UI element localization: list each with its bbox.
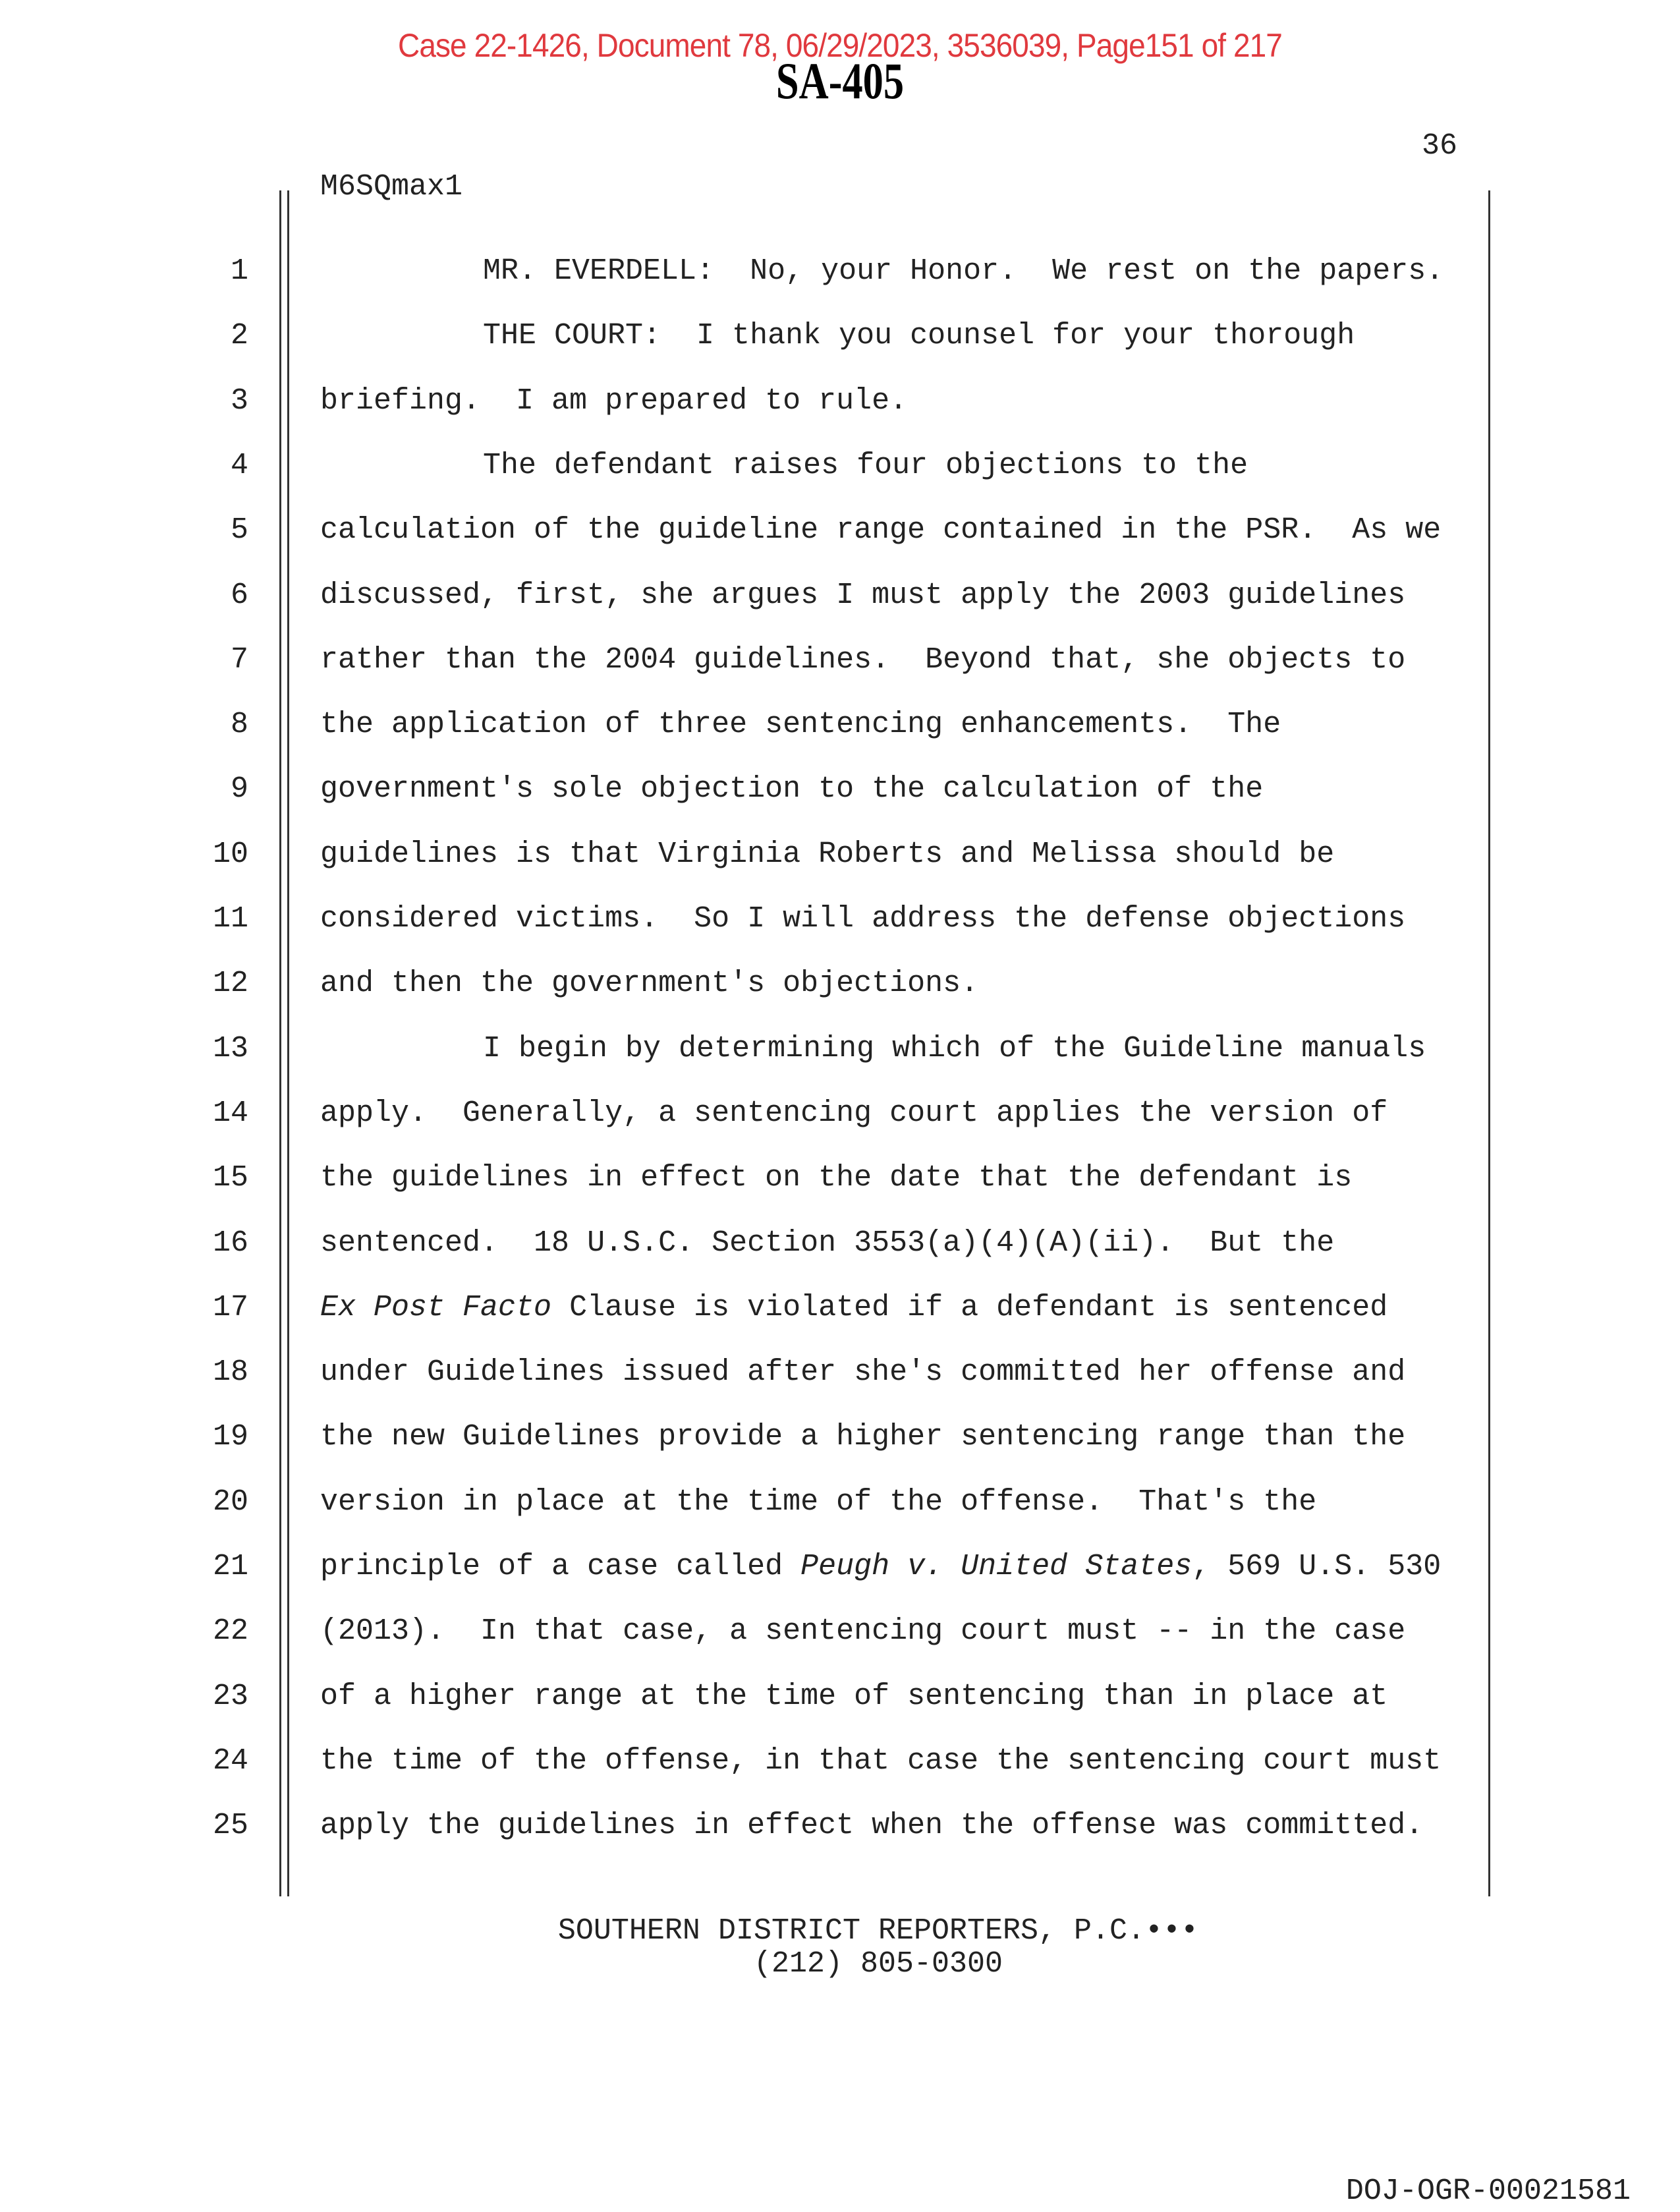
line-number: 7 xyxy=(230,642,248,677)
line-text: the time of the offense, in that case the sentencing court must xyxy=(320,1744,1442,1778)
line-number: 20 xyxy=(212,1485,248,1519)
italic-citation: Ex Post Facto xyxy=(320,1290,552,1324)
line-text: version in place at the time of the offense. That's the xyxy=(320,1485,1317,1519)
line-text: discussed, first, she argues I must apply the 2003 guidelines xyxy=(320,578,1406,612)
line-text: guidelines is that Virginia Roberts and Melissa should be xyxy=(320,837,1335,871)
line-number: 22 xyxy=(212,1614,248,1649)
line-number: 2 xyxy=(230,319,248,353)
transcript-line xyxy=(320,1291,1387,1324)
line-text: calculation of the guideline range contained in the PSR. As we xyxy=(320,513,1442,548)
line-text: rather than the 2004 guidelines. Beyond that, she objects to xyxy=(320,642,1406,677)
line-number: 24 xyxy=(212,1744,248,1778)
transcript-line xyxy=(320,513,1441,547)
transcript-line xyxy=(320,837,1334,871)
line-number: 13 xyxy=(212,1031,248,1065)
line-number: 18 xyxy=(212,1355,248,1390)
line-text: , 569 U.S. 530 xyxy=(1192,1550,1442,1583)
transcript-line xyxy=(320,1680,1387,1713)
line-text: THE COURT: I thank you counsel for your thorough xyxy=(483,319,1355,353)
page-number: 36 xyxy=(1421,129,1457,163)
transcript-line xyxy=(320,643,1405,677)
transcript-line xyxy=(320,1550,1441,1583)
case-stamp: Case 22-1426, Document 78, 06/29/2023, 3536039, Page151 of 217 xyxy=(398,27,1282,64)
bates-number: DOJ-OGR-00021581 xyxy=(1345,2174,1631,2208)
transcript-line xyxy=(320,1096,1387,1130)
line-number: 5 xyxy=(230,513,248,548)
line-text: government's sole objection to the calculation of the xyxy=(320,772,1264,807)
transcript-line xyxy=(320,1420,1405,1454)
line-text: the application of three sentencing enhancements. The xyxy=(320,708,1281,742)
transcript-line xyxy=(320,1744,1441,1778)
transcript-line xyxy=(483,319,1355,353)
line-number: 16 xyxy=(212,1226,248,1260)
line-number: 9 xyxy=(230,772,248,807)
line-number: 6 xyxy=(230,578,248,612)
transcript-line xyxy=(483,449,1248,482)
italic-citation: Peugh v. United States xyxy=(800,1550,1192,1583)
line-text: sentenced. 18 U.S.C. Section 3553(a)(4)(A)(ii). But the xyxy=(320,1226,1335,1260)
transcript-line xyxy=(320,1161,1352,1195)
transcript-line xyxy=(483,254,1443,288)
sa-number: SA-405 xyxy=(775,52,905,109)
line-number: 10 xyxy=(212,837,248,871)
line-text: apply. Generally, a sentencing court applies the version of xyxy=(320,1096,1388,1130)
line-number: 19 xyxy=(212,1420,248,1454)
line-text: the new Guidelines provide a higher sentencing range than the xyxy=(320,1420,1406,1454)
line-number: 4 xyxy=(230,448,248,482)
transcript-line xyxy=(483,1032,1426,1065)
line-text: apply the guidelines in effect when the offense was committed. xyxy=(320,1809,1424,1843)
line-number: 12 xyxy=(212,967,248,1001)
line-number: 25 xyxy=(212,1809,248,1843)
header-code: M6SQmax1 xyxy=(320,170,463,204)
line-text: the guidelines in effect on the date that the defendant is xyxy=(320,1161,1353,1195)
left-margin-rule xyxy=(279,190,281,1896)
transcript-line xyxy=(320,772,1263,806)
line-text: MR. EVERDELL: No, your Honor. We rest on the papers. xyxy=(483,254,1444,288)
transcript-line xyxy=(320,708,1281,741)
left-margin-rule-inner xyxy=(287,190,289,1896)
reporter-name: SOUTHERN DISTRICT REPORTERS, P.C.••• xyxy=(557,1914,1199,1948)
transcript-line xyxy=(320,579,1405,612)
line-text: (2013). In that case, a sentencing court must -- in the case xyxy=(320,1614,1406,1649)
line-text: The defendant raises four objections to the xyxy=(483,448,1248,482)
line-number: 8 xyxy=(230,708,248,742)
line-text: under Guidelines issued after she's committed her offense and xyxy=(320,1355,1406,1390)
line-text: and then the government's objections. xyxy=(320,967,979,1001)
line-number: 14 xyxy=(212,1096,248,1130)
line-number: 17 xyxy=(212,1290,248,1324)
transcript-line xyxy=(320,1226,1334,1260)
line-number: 11 xyxy=(212,902,248,936)
transcript-line xyxy=(320,1485,1316,1519)
transcript-line xyxy=(320,902,1405,936)
transcript-line xyxy=(320,967,978,1000)
line-text: Clause is violated if a defendant is sentenced xyxy=(551,1290,1388,1324)
line-number: 21 xyxy=(212,1550,248,1583)
transcript-line xyxy=(320,384,907,418)
line-text: of a higher range at the time of sentencing than in place at xyxy=(320,1679,1388,1713)
line-text: I begin by determining which of the Guideline manuals xyxy=(483,1031,1426,1065)
line-number: 23 xyxy=(212,1679,248,1713)
reporter-phone: (212) 805-0300 xyxy=(753,1947,1003,1981)
line-text: considered victims. So I will address the defense objections xyxy=(320,902,1406,936)
transcript-line xyxy=(320,1355,1405,1389)
right-margin-rule xyxy=(1488,190,1490,1896)
transcript-line xyxy=(320,1809,1423,1842)
line-text: briefing. I am prepared to rule. xyxy=(320,383,908,418)
line-text: principle of a case called xyxy=(320,1550,801,1583)
line-number: 15 xyxy=(212,1161,248,1195)
line-number: 3 xyxy=(230,383,248,418)
line-number: 1 xyxy=(230,254,248,288)
transcript-line xyxy=(320,1614,1405,1648)
